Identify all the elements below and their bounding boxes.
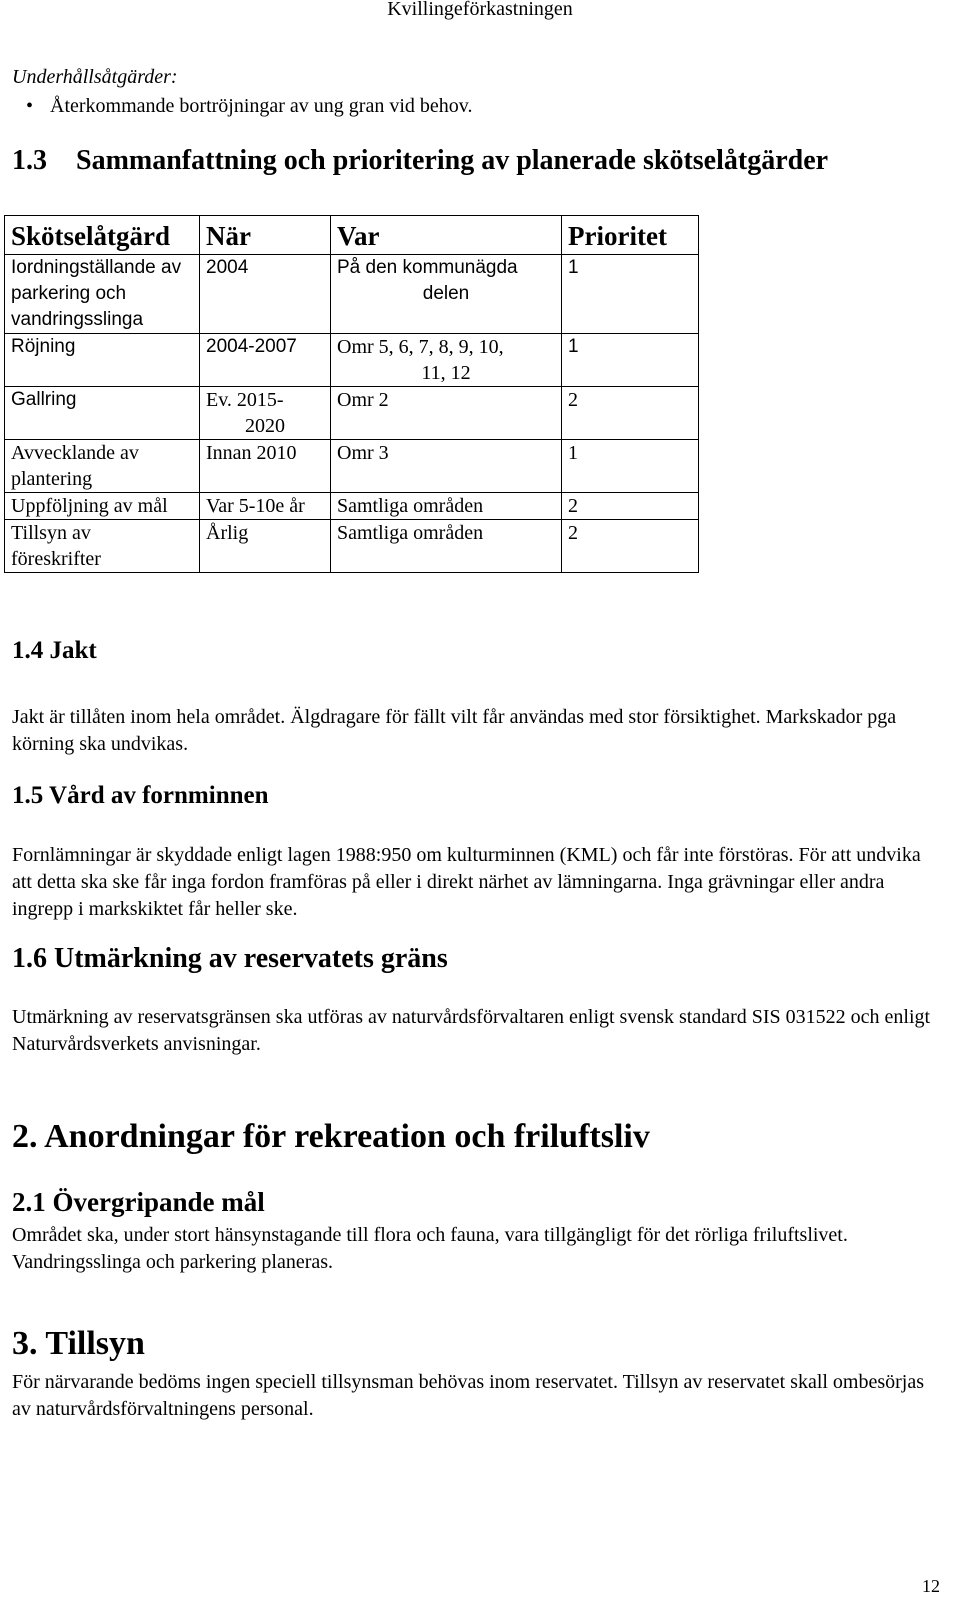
- cell-measure: Iordningställande av parkering och vandringsslinga: [5, 255, 200, 334]
- cell-where: Omr 3: [331, 440, 562, 493]
- cell-where-line: delen: [422, 283, 470, 304]
- cell-when: Var 5-10e år: [200, 493, 331, 520]
- cell-where-line: 11, 12: [421, 362, 471, 384]
- cell-measure-line: Tillsyn av: [11, 522, 91, 544]
- maintenance-list: [12, 95, 472, 118]
- section-heading-1-4: 1.4 Jakt: [12, 637, 97, 664]
- cell-when-line: 2020: [245, 415, 285, 437]
- cell-priority: 2: [562, 387, 699, 440]
- cell-when: 2004-2007: [200, 334, 331, 387]
- cell-where: [331, 334, 562, 387]
- cell-measure-line: plantering: [11, 468, 93, 490]
- section-heading-1-5: 1.5 Vård av fornminnen: [12, 782, 269, 809]
- section-heading-2: 2. Anordningar för rekreation och friluftsliv: [12, 1118, 650, 1155]
- paragraph-supervision: För närvarande bedöms ingen speciell tillsynsman behövas inom reservatet. Tillsyn av reservatet skall ombesörjas av naturvårdsförvaltningens personal.: [12, 1371, 925, 1420]
- cell-measure: [5, 520, 200, 573]
- table-row: [5, 255, 699, 334]
- cell-measure: Gallring: [5, 387, 200, 440]
- section-heading-2-1: 2.1 Övergripande mål: [12, 1187, 265, 1217]
- cell-priority: 1: [562, 334, 699, 387]
- column-header-measure: Skötselåtgärd: [5, 216, 200, 255]
- paragraph-ancient-monuments: Fornlämningar är skyddade enligt lagen 1988:950 om kulturminnen (KML) och får inte förstöras. För att undvika att detta ska ske får inga fordon framföras på eller i direkt närhet av lämningarna. Inga grävningar eller andra ingrepp i markskiktet får heller ske.: [12, 844, 921, 920]
- paragraph-overall-goal: Området ska, under stort hänsynstagande till flora och fauna, vara tillgängligt för det rörliga friluftslivet. Vandringsslinga och parkering planeras.: [12, 1224, 848, 1273]
- cell-where: [331, 255, 562, 334]
- cell-priority: 2: [562, 493, 699, 520]
- table-row: [5, 493, 699, 520]
- running-header: Kvillingeförkastningen: [387, 0, 573, 20]
- cell-priority: 1: [562, 255, 699, 334]
- cell-measure-line: Avvecklande av: [11, 442, 139, 464]
- cell-where-line: På den kommunägda: [337, 257, 518, 278]
- section-heading-3: 3. Tillsyn: [12, 1325, 145, 1362]
- section-number: 1.3: [12, 145, 47, 176]
- cell-where: Samtliga områden: [331, 520, 562, 573]
- cell-where: Omr 2: [331, 387, 562, 440]
- cell-when: Årlig: [200, 520, 331, 573]
- page-number: 12: [922, 1576, 940, 1596]
- cell-measure-line: föreskrifter: [11, 548, 101, 570]
- list-item: [12, 95, 472, 118]
- list-item-text: Återkommande bortröjningar av ung gran vid behov.: [50, 95, 473, 117]
- cell-measure: Uppföljning av mål: [5, 493, 200, 520]
- section-heading-1-3: [12, 145, 828, 177]
- cell-when: 2004: [200, 255, 331, 334]
- cell-when-line: Ev. 2015-: [206, 389, 284, 411]
- table-row: [5, 387, 699, 440]
- cell-where-line: Omr 5, 6, 7, 8, 9, 10,: [337, 336, 504, 358]
- section-heading-1-6: 1.6 Utmärkning av reservatets gräns: [12, 943, 448, 974]
- paragraph-boundary-marking: Utmärkning av reservatsgränsen ska utföras av naturvårdsförvaltaren enligt svensk standard SIS 031522 och enligt Naturvårdsverkets anvisningar.: [12, 1006, 931, 1055]
- column-header-when: När: [200, 216, 331, 255]
- table-header-row: [5, 216, 699, 255]
- cell-priority: 2: [562, 520, 699, 573]
- bullet-icon: •: [26, 95, 34, 117]
- table-row: [5, 520, 699, 573]
- cell-when: [200, 387, 331, 440]
- column-header-priority: Prioritet: [562, 216, 699, 255]
- maintenance-heading: Underhållsåtgärder:: [12, 66, 178, 88]
- cell-measure: Röjning: [5, 334, 200, 387]
- measures-table: [4, 215, 699, 573]
- table-row: [5, 440, 699, 493]
- table-row: [5, 334, 699, 387]
- cell-priority: 1: [562, 440, 699, 493]
- paragraph-hunting: Jakt är tillåten inom hela området. Älgdragare för fällt vilt får användas med stor försiktighet. Markskador pga körning ska undvikas.: [12, 706, 897, 755]
- column-header-where: Var: [331, 216, 562, 255]
- cell-measure: [5, 440, 200, 493]
- cell-where: Samtliga områden: [331, 493, 562, 520]
- cell-when: Innan 2010: [200, 440, 331, 493]
- section-title: Sammanfattning och prioritering av planerade skötselåtgärder: [76, 145, 829, 176]
